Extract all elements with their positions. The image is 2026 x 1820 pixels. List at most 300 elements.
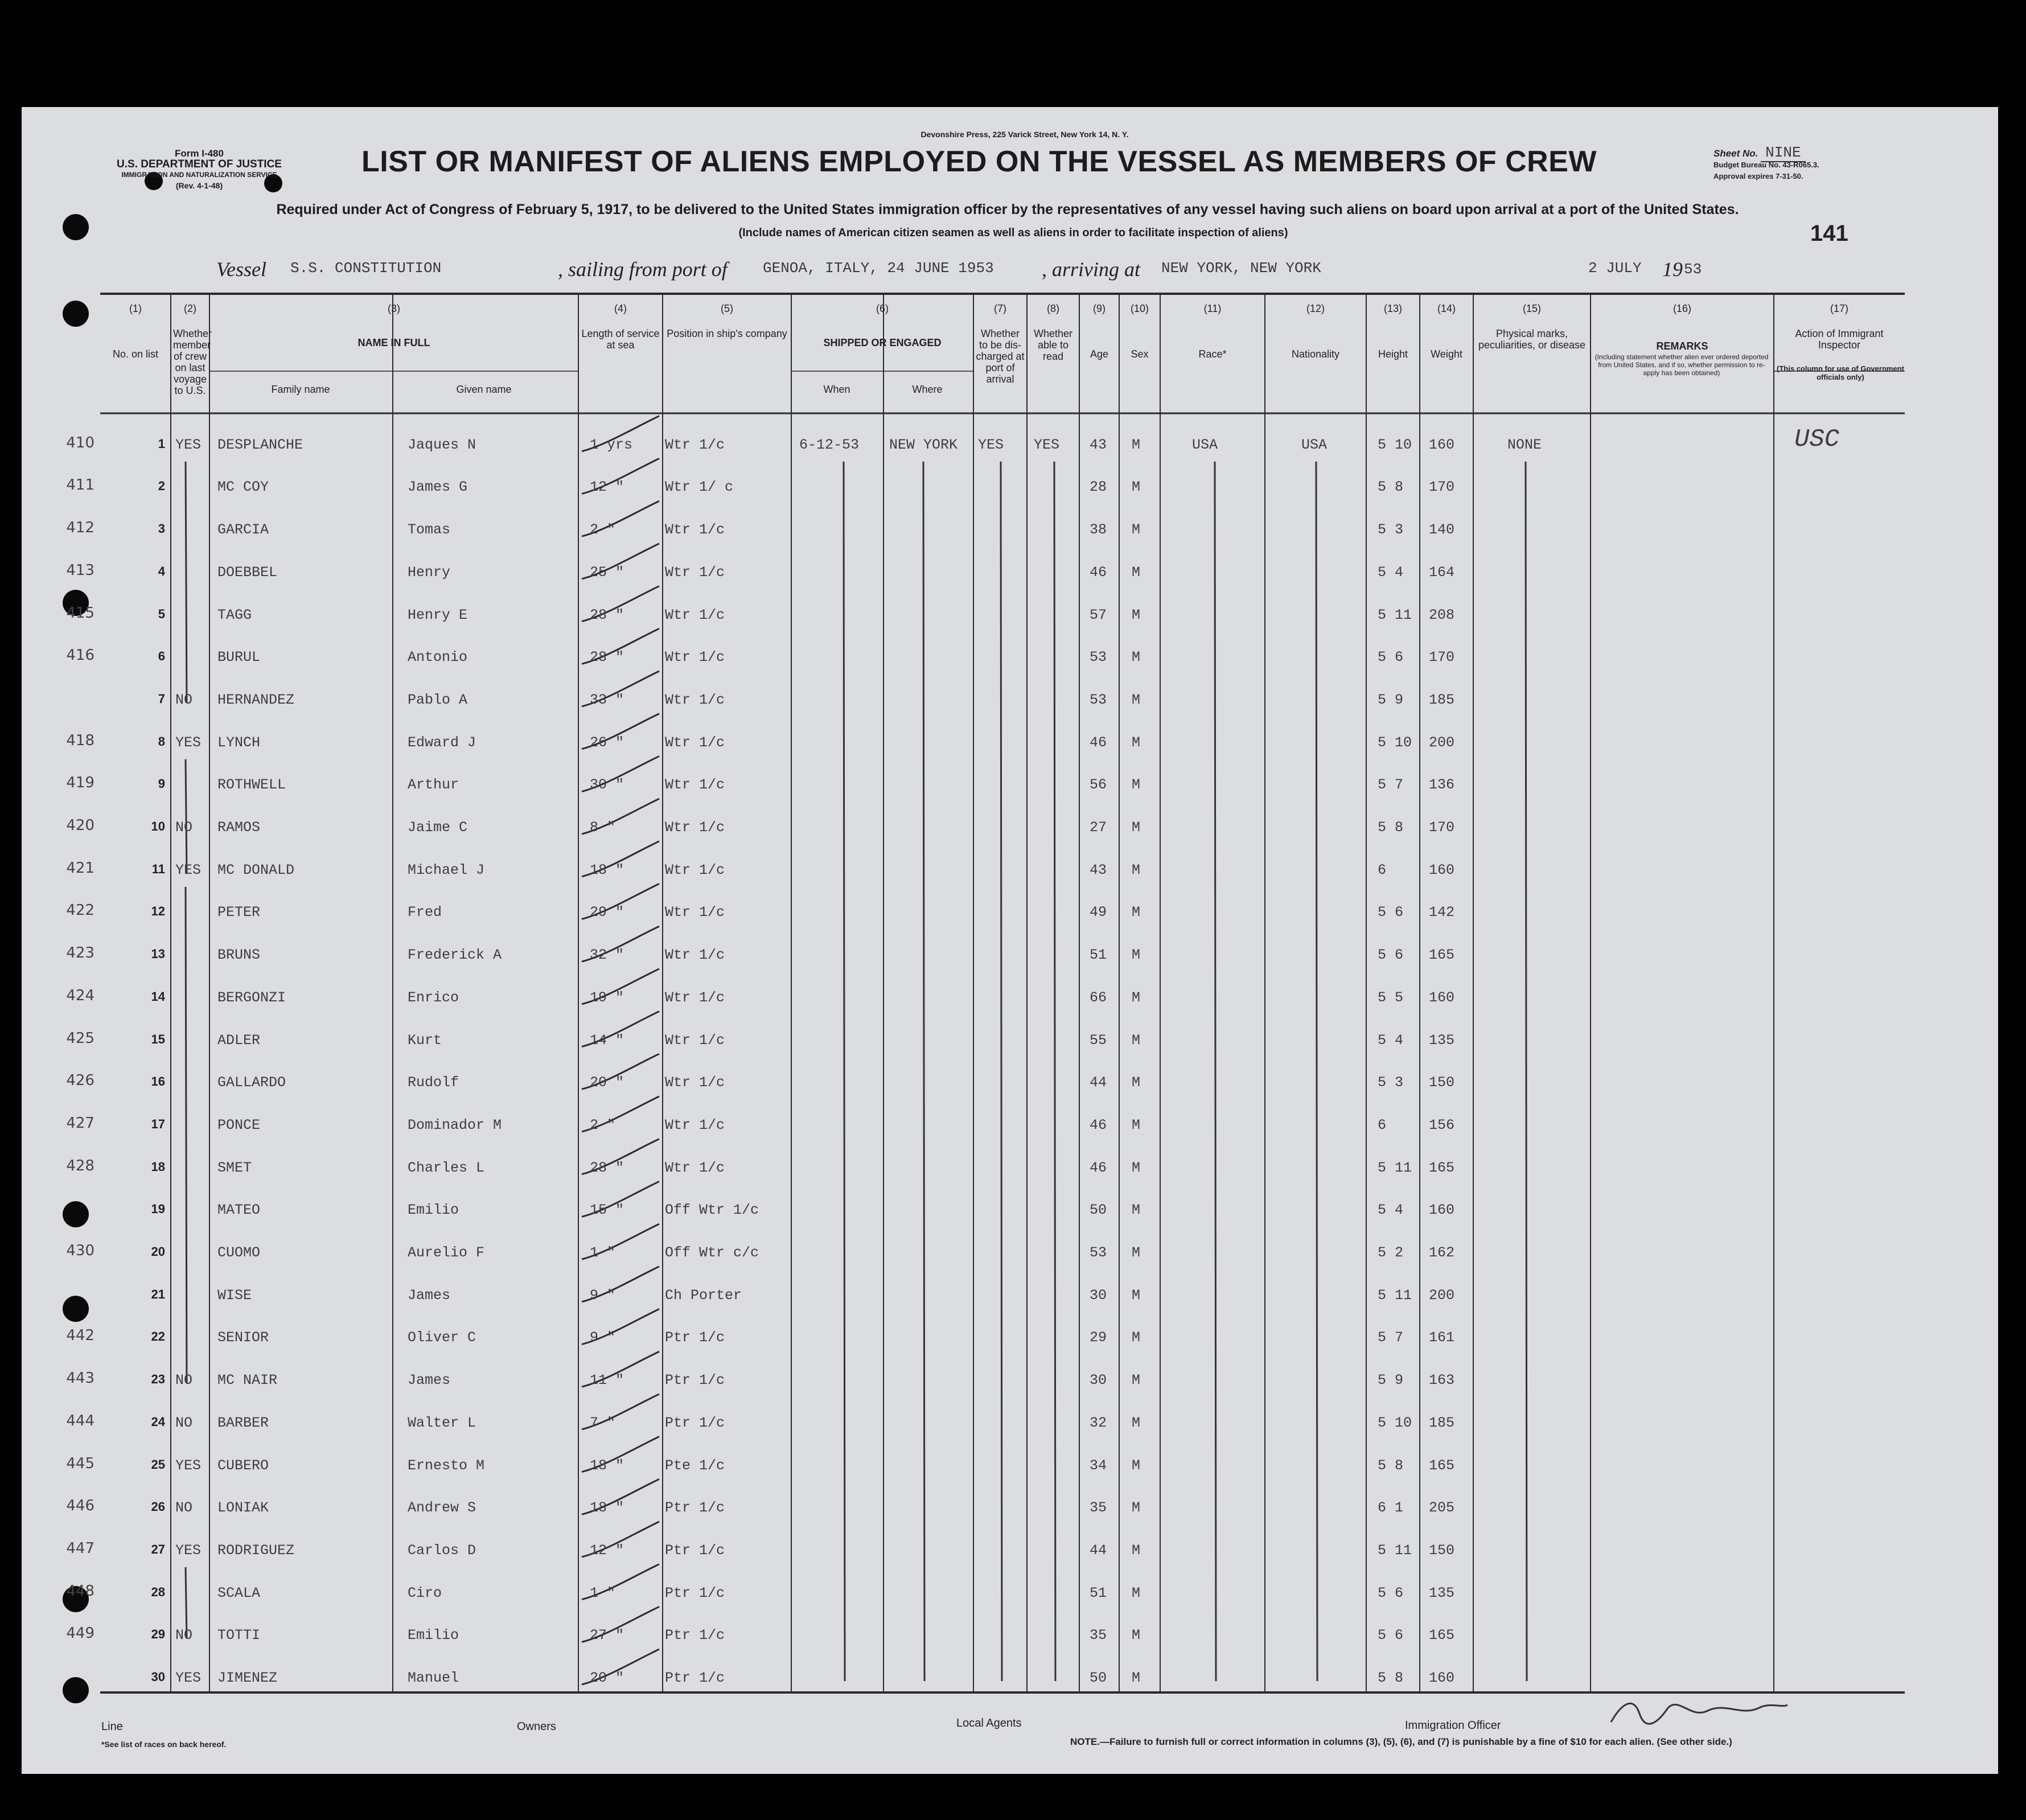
age-cell: 46 [1090,564,1107,581]
age-cell: 46 [1090,1116,1107,1133]
position-cell: Wtr 1/c [665,1032,725,1049]
family-name-cell: TOTTI [217,1627,261,1644]
height-cell: 5 3 [1378,521,1404,539]
ditto-stroke [186,462,187,703]
column-number: (14) [1437,303,1456,314]
age-cell: 50 [1090,1202,1107,1219]
list-number: 4 [158,564,165,578]
given-name-cell: Emilio [408,1202,459,1219]
position-cell: Wtr 1/c [665,649,725,666]
position-cell: Ptr 1/c [665,1584,725,1601]
sex-cell: M [1132,904,1141,921]
position-cell: Wtr 1/c [665,1159,725,1176]
family-name-cell: MC COY [217,479,269,496]
column-header: Action of Immigrant Inspector [1795,328,1884,351]
list-number: 21 [151,1287,165,1301]
press-line: Devonshire Press, 225 Varick Street, New York 14, N. Y. [920,130,1129,139]
list-number: 18 [151,1159,165,1174]
sequence-number: 445 [66,1455,94,1472]
sex-cell: M [1132,1244,1141,1261]
ditto-stroke [923,462,924,1681]
list-number: 20 [151,1244,165,1259]
sequence-number: 444 [66,1412,94,1429]
age-cell: 29 [1090,1329,1107,1346]
form-subtitle-2: (Include names of American citizen seamen as well as aliens in order to facilitate inspection of aliens) [738,227,1288,239]
penalty-note: NOTE.—Failure to furnish full or correct information in columns (3), (5), (6), and (7) is punishable by a fine of $10 for each alien. (See other side.) [1070,1736,1732,1747]
family-name-cell: ROTHWELL [217,777,286,794]
given-name-cell: Charles L [408,1159,485,1176]
sequence-number: 410 [66,434,94,451]
approval-expires: Approval expires 7-31-50. [1713,172,1803,180]
sex-cell: M [1132,1287,1141,1304]
weight-cell: 165 [1429,1627,1455,1644]
subhead-family-name: Family name [271,384,330,395]
age-cell: 53 [1090,1244,1107,1261]
height-cell: 5 9 [1378,1372,1404,1389]
column-header: Whether to be dis-charged at port of arrival [976,328,1025,385]
races-note: *See list of races on back hereof. [101,1740,227,1749]
height-cell: 5 8 [1378,819,1404,836]
height-cell: 5 4 [1378,1032,1404,1049]
weight-cell: 135 [1429,1584,1455,1601]
height-cell: 5 5 [1378,989,1404,1006]
list-number: 7 [158,691,165,706]
column-number: (8) [1047,303,1059,314]
age-cell: 30 [1090,1287,1107,1304]
family-name-cell: DESPLANCHE [217,436,303,453]
family-name-cell: LYNCH [217,734,261,751]
position-cell: Wtr 1/c [665,691,725,708]
weight-cell: 170 [1429,479,1455,496]
able-to-read-cell: YES [1034,436,1060,453]
position-cell: Wtr 1/ c [665,479,734,496]
sequence-number: 421 [66,859,94,877]
sequence-number: 412 [66,519,94,537]
column-header: Height [1378,348,1408,360]
sex-cell: M [1132,989,1141,1006]
given-name-cell: Tomas [408,521,451,539]
list-number: 10 [151,819,165,833]
weight-cell: 160 [1429,436,1455,453]
service-length-cell: 8 " [590,819,616,836]
weight-cell: 142 [1429,904,1455,921]
family-name-cell: ADLER [217,1032,261,1049]
age-cell: 50 [1090,1670,1107,1686]
service-length-cell: 18 " [590,861,624,878]
service-length-cell: 7 " [590,1414,616,1431]
list-number: 2 [158,479,165,494]
column-header: SHIPPED OR ENGAGED [823,337,942,348]
height-cell: 5 11 [1378,1287,1412,1304]
sequence-number: 427 [66,1114,94,1132]
age-cell: 35 [1090,1499,1107,1517]
given-name-cell: Henry [408,564,451,581]
sequence-number: 413 [66,561,94,579]
column-number: (11) [1203,303,1222,314]
sequence-number: 422 [66,902,94,919]
position-cell: Ptr 1/c [665,1414,725,1431]
given-name-cell: Jaques N [408,436,476,453]
list-number: 1 [158,436,165,451]
height-cell: 5 6 [1378,947,1404,964]
sequence-number: 430 [66,1242,94,1259]
weight-cell: 136 [1429,777,1455,794]
age-cell: 28 [1090,479,1107,496]
service-length-cell: 28 " [590,606,624,623]
height-cell: 5 6 [1378,1627,1404,1644]
height-cell: 5 10 [1378,734,1412,751]
position-cell: Wtr 1/c [665,904,725,921]
port-to: NEW YORK, NEW YORK [1161,260,1321,277]
service-length-cell: 28 " [590,649,624,666]
weight-cell: 165 [1429,1159,1455,1176]
sequence-number: 416 [66,647,94,664]
sequence-number: 446 [66,1497,94,1515]
weight-cell: 205 [1429,1499,1455,1517]
age-cell: 43 [1090,861,1107,878]
sequence-number: 424 [66,987,94,1004]
age-cell: 66 [1090,989,1107,1006]
family-name-cell: LONIAK [217,1499,269,1517]
sheet-value: NINE [1761,144,1805,162]
list-number: 6 [158,649,165,664]
sequence-number: 428 [66,1157,94,1174]
remarks-note: (Including statement whether alien ever ordered deported from United States, and if so, whether permission to re-apply has been obtained) [1595,353,1769,377]
column-header: Position in ship's company [667,328,787,339]
given-name-cell: James [408,1372,451,1389]
position-cell: Pte 1/c [665,1457,725,1474]
list-number: 25 [151,1457,165,1472]
age-cell: 55 [1090,1032,1107,1049]
position-cell: Wtr 1/c [665,861,725,878]
service-length-cell: 33 " [590,691,624,708]
vessel-label: Vessel [216,258,266,281]
sex-cell: M [1132,564,1141,581]
height-cell: 5 11 [1378,1542,1412,1559]
column-number: (16) [1672,303,1691,314]
age-cell: 53 [1090,649,1107,666]
column-number: (5) [721,303,733,314]
page-number: 141 [1810,221,1848,246]
column-number: (6) [876,303,889,314]
family-name-cell: BRUNS [217,947,261,964]
position-cell: Wtr 1/c [665,521,725,539]
column-header: NAME IN FULL [357,337,430,348]
column-header: Race* [1198,348,1227,360]
column-header: Age [1090,348,1109,360]
family-name-cell: CUBERO [217,1457,269,1474]
family-name-cell: SCALA [217,1584,261,1601]
given-name-cell: Jaime C [408,819,468,836]
column-number: (7) [994,303,1006,314]
weight-cell: 160 [1429,861,1455,878]
given-name-cell: James [408,1287,451,1304]
sequence-number: 448 [66,1582,94,1600]
list-number: 29 [151,1627,165,1642]
column-number: (2) [184,303,196,314]
service-length-cell: 1 " [590,1584,616,1601]
inspector-action-cell: USC [1794,425,1840,454]
sequence-number: 411 [66,476,94,494]
family-name-cell: GARCIA [217,521,269,539]
given-name-cell: Ciro [408,1584,442,1601]
weight-cell: 160 [1429,1202,1455,1219]
column-number: (12) [1306,303,1325,314]
list-number: 17 [151,1116,165,1131]
given-name-cell: Pablo A [408,691,468,708]
list-number: 11 [151,861,165,876]
family-name-cell: CUOMO [217,1244,261,1261]
sex-cell: M [1132,606,1141,623]
weight-cell: 200 [1429,734,1455,751]
service-length-cell: 25 " [590,564,624,581]
given-name-cell: James G [408,479,468,496]
sex-cell: M [1132,1499,1141,1517]
height-cell: 6 [1378,1116,1387,1133]
ditto-stroke [186,759,187,873]
weight-cell: 135 [1429,1032,1455,1049]
service-length-cell: 11 " [590,1372,624,1389]
prev-voyage-cell: YES [175,861,202,878]
column-header: REMARKS [1656,340,1708,352]
weight-cell: 185 [1429,1414,1455,1431]
service-length-cell: 1 yrs [590,436,633,453]
arriving-label: , arriving at [1042,258,1141,281]
height-cell: 5 2 [1378,1244,1404,1261]
column-header: Nationality [1291,348,1340,360]
position-cell: Wtr 1/c [665,777,725,794]
port-from: GENOA, ITALY, 24 JUNE 1953 [763,260,994,277]
given-name-cell: Emilio [408,1627,459,1644]
age-cell: 57 [1090,606,1107,623]
position-cell: Wtr 1/c [665,1074,725,1091]
age-cell: 35 [1090,1627,1107,1644]
height-cell: 6 [1378,861,1387,878]
sex-cell: M [1132,1584,1141,1601]
family-name-cell: MATEO [217,1202,261,1219]
family-name-cell: MC NAIR [217,1372,278,1389]
list-number: 14 [151,989,165,1004]
form-id: Form I-480 [175,148,224,159]
nationality-cell: USA [1301,436,1328,453]
height-cell: 5 4 [1378,564,1404,581]
sex-cell: M [1132,1032,1141,1049]
sex-cell: M [1132,734,1141,751]
family-name-cell: BARBER [217,1414,269,1431]
shipped-where-cell: NEW YORK [889,436,958,453]
sequence-number: 425 [66,1029,94,1047]
list-number: 30 [151,1670,165,1684]
ditto-stroke [844,462,845,1681]
weight-cell: 160 [1429,989,1455,1006]
weight-cell: 150 [1429,1542,1455,1559]
age-cell: 53 [1090,691,1107,708]
weight-cell: 140 [1429,521,1455,539]
ditto-stroke [1215,462,1216,1681]
prev-voyage-cell: YES [175,1457,202,1474]
height-cell: 5 8 [1378,1670,1404,1686]
list-number: 16 [151,1074,165,1089]
given-name-cell: Enrico [408,989,459,1006]
position-cell: Wtr 1/c [665,436,725,453]
list-number: 19 [151,1202,165,1217]
height-cell: 5 6 [1378,649,1404,666]
position-cell: Ch Porter [665,1287,742,1304]
ditto-stroke [1526,462,1527,1681]
sex-cell: M [1132,1627,1141,1644]
sex-cell: M [1132,1159,1141,1176]
family-name-cell: TAGG [217,606,252,623]
sequence-number: 423 [66,944,94,962]
sex-cell: M [1132,1329,1141,1346]
service-length-cell: 30 " [590,777,624,794]
subhead-given-name: Given name [456,384,512,395]
given-name-cell: Carlos D [408,1542,476,1559]
list-number: 3 [158,521,165,536]
vessel-name: S.S. CONSTITUTION [290,260,442,277]
service-length-cell: 19 " [590,989,624,1006]
given-name-cell: Andrew S [408,1499,476,1517]
position-cell: Wtr 1/c [665,734,725,751]
footer-agents: Local Agents [956,1717,1022,1729]
position-cell: Ptr 1/c [665,1329,725,1346]
service-length-cell: 2 " [590,1116,616,1133]
column-header: Whether member of crew on last voyage to U.S. [173,328,212,396]
height-cell: 5 6 [1378,904,1404,921]
list-number: 12 [151,904,165,919]
position-cell: Off Wtr c/c [665,1244,759,1261]
weight-cell: 160 [1429,1670,1455,1686]
age-cell: 49 [1090,904,1107,921]
list-number: 23 [151,1372,165,1387]
sex-cell: M [1132,1457,1141,1474]
sequence-number: 420 [66,817,94,834]
family-name-cell: HERNANDEZ [217,691,295,708]
ditto-stroke [1001,462,1002,1681]
sequence-number: 442 [66,1327,94,1345]
age-cell: 43 [1090,436,1107,453]
weight-cell: 150 [1429,1074,1455,1091]
prev-voyage-cell: NO [175,1627,193,1644]
department: U.S. DEPARTMENT OF JUSTICE [117,158,282,170]
given-name-cell: Rudolf [408,1074,459,1091]
given-name-cell: Ernesto M [408,1457,485,1474]
family-name-cell: WISE [217,1287,252,1304]
service-length-cell: 2 " [590,521,616,539]
sequence-number: 426 [66,1072,94,1090]
weight-cell: 164 [1429,564,1455,581]
column-number: (3) [388,303,400,314]
service-length-cell: 20 " [590,1074,624,1091]
family-name-cell: DOEBBEL [217,564,278,581]
inspector-note: (This column for use of Government officials only) [1777,364,1904,381]
position-cell: Ptr 1/c [665,1542,725,1559]
service: IMMIGRATION AND NATURALIZATION SERVICE [121,171,277,179]
sequence-number: 449 [66,1625,94,1642]
footer-owners: Owners [517,1720,556,1733]
officer-signature [1605,1691,1793,1731]
weight-cell: 162 [1429,1244,1455,1261]
height-cell: 5 4 [1378,1202,1404,1219]
column-number: (15) [1522,303,1541,314]
given-name-cell: Henry E [408,606,468,623]
sex-cell: M [1132,436,1141,453]
sex-cell: M [1132,479,1141,496]
list-number: 9 [158,777,165,791]
family-name-cell: BURUL [217,649,261,666]
weight-cell: 165 [1429,1457,1455,1474]
sex-cell: M [1132,649,1141,666]
service-length-cell: 12 " [590,1542,624,1559]
sex-cell: M [1132,1670,1141,1686]
prev-voyage-cell: YES [175,1542,202,1559]
discharged-cell: YES [978,436,1004,453]
prev-voyage-cell: NO [175,1414,193,1431]
list-number: 5 [158,606,165,621]
age-cell: 34 [1090,1457,1107,1474]
column-header: Weight [1431,348,1462,360]
position-cell: Off Wtr 1/c [665,1202,759,1219]
sex-cell: M [1132,1542,1141,1559]
race-cell: USA [1192,436,1218,453]
given-name-cell: Walter L [408,1414,476,1431]
given-name-cell: Arthur [408,777,459,794]
sex-cell: M [1132,1202,1141,1219]
family-name-cell: SENIOR [217,1329,269,1346]
position-cell: Wtr 1/c [665,606,725,623]
weight-cell: 170 [1429,649,1455,666]
ditto-stroke [1316,462,1317,1681]
given-name-cell: Frederick A [408,947,502,964]
service-length-cell: 29 " [590,904,624,921]
arrival-date: 2 JULY [1588,260,1642,277]
family-name-cell: BERGONZI [217,989,286,1006]
height-cell: 5 9 [1378,691,1404,708]
position-cell: Ptr 1/c [665,1372,725,1389]
given-name-cell: Aurelio F [408,1244,485,1261]
given-name-cell: Dominador M [408,1116,502,1133]
service-length-cell: 28 " [590,1159,624,1176]
footer-line: Line [101,1720,123,1733]
weight-cell: 163 [1429,1372,1455,1389]
service-length-cell: 12 " [590,479,624,496]
given-name-cell: Edward J [408,734,476,751]
sex-cell: M [1132,1116,1141,1133]
service-length-cell: 9 " [590,1329,616,1346]
age-cell: 38 [1090,521,1107,539]
column-number: (1) [129,303,142,314]
prev-voyage-cell: NO [175,1499,193,1517]
weight-cell: 156 [1429,1116,1455,1133]
age-cell: 56 [1090,777,1107,794]
column-number: (4) [614,303,627,314]
footer-officer: Immigration Officer [1405,1719,1501,1732]
family-name-cell: RODRIGUEZ [217,1542,295,1559]
ditto-stroke [186,887,187,1383]
prev-voyage-cell: NO [175,1372,193,1389]
sex-cell: M [1132,947,1141,964]
shipped-when-cell: 6-12-53 [799,436,860,453]
position-cell: Wtr 1/c [665,1116,725,1133]
sequence-number: 415 [66,604,94,622]
year-prefix: 19 [1662,258,1683,281]
age-cell: 44 [1090,1074,1107,1091]
age-cell: 46 [1090,1159,1107,1176]
subhead-where: Where [912,384,943,395]
service-length-cell: 1 " [590,1244,616,1261]
service-length-cell: 20 " [590,1670,624,1686]
column-number: (17) [1830,303,1848,314]
